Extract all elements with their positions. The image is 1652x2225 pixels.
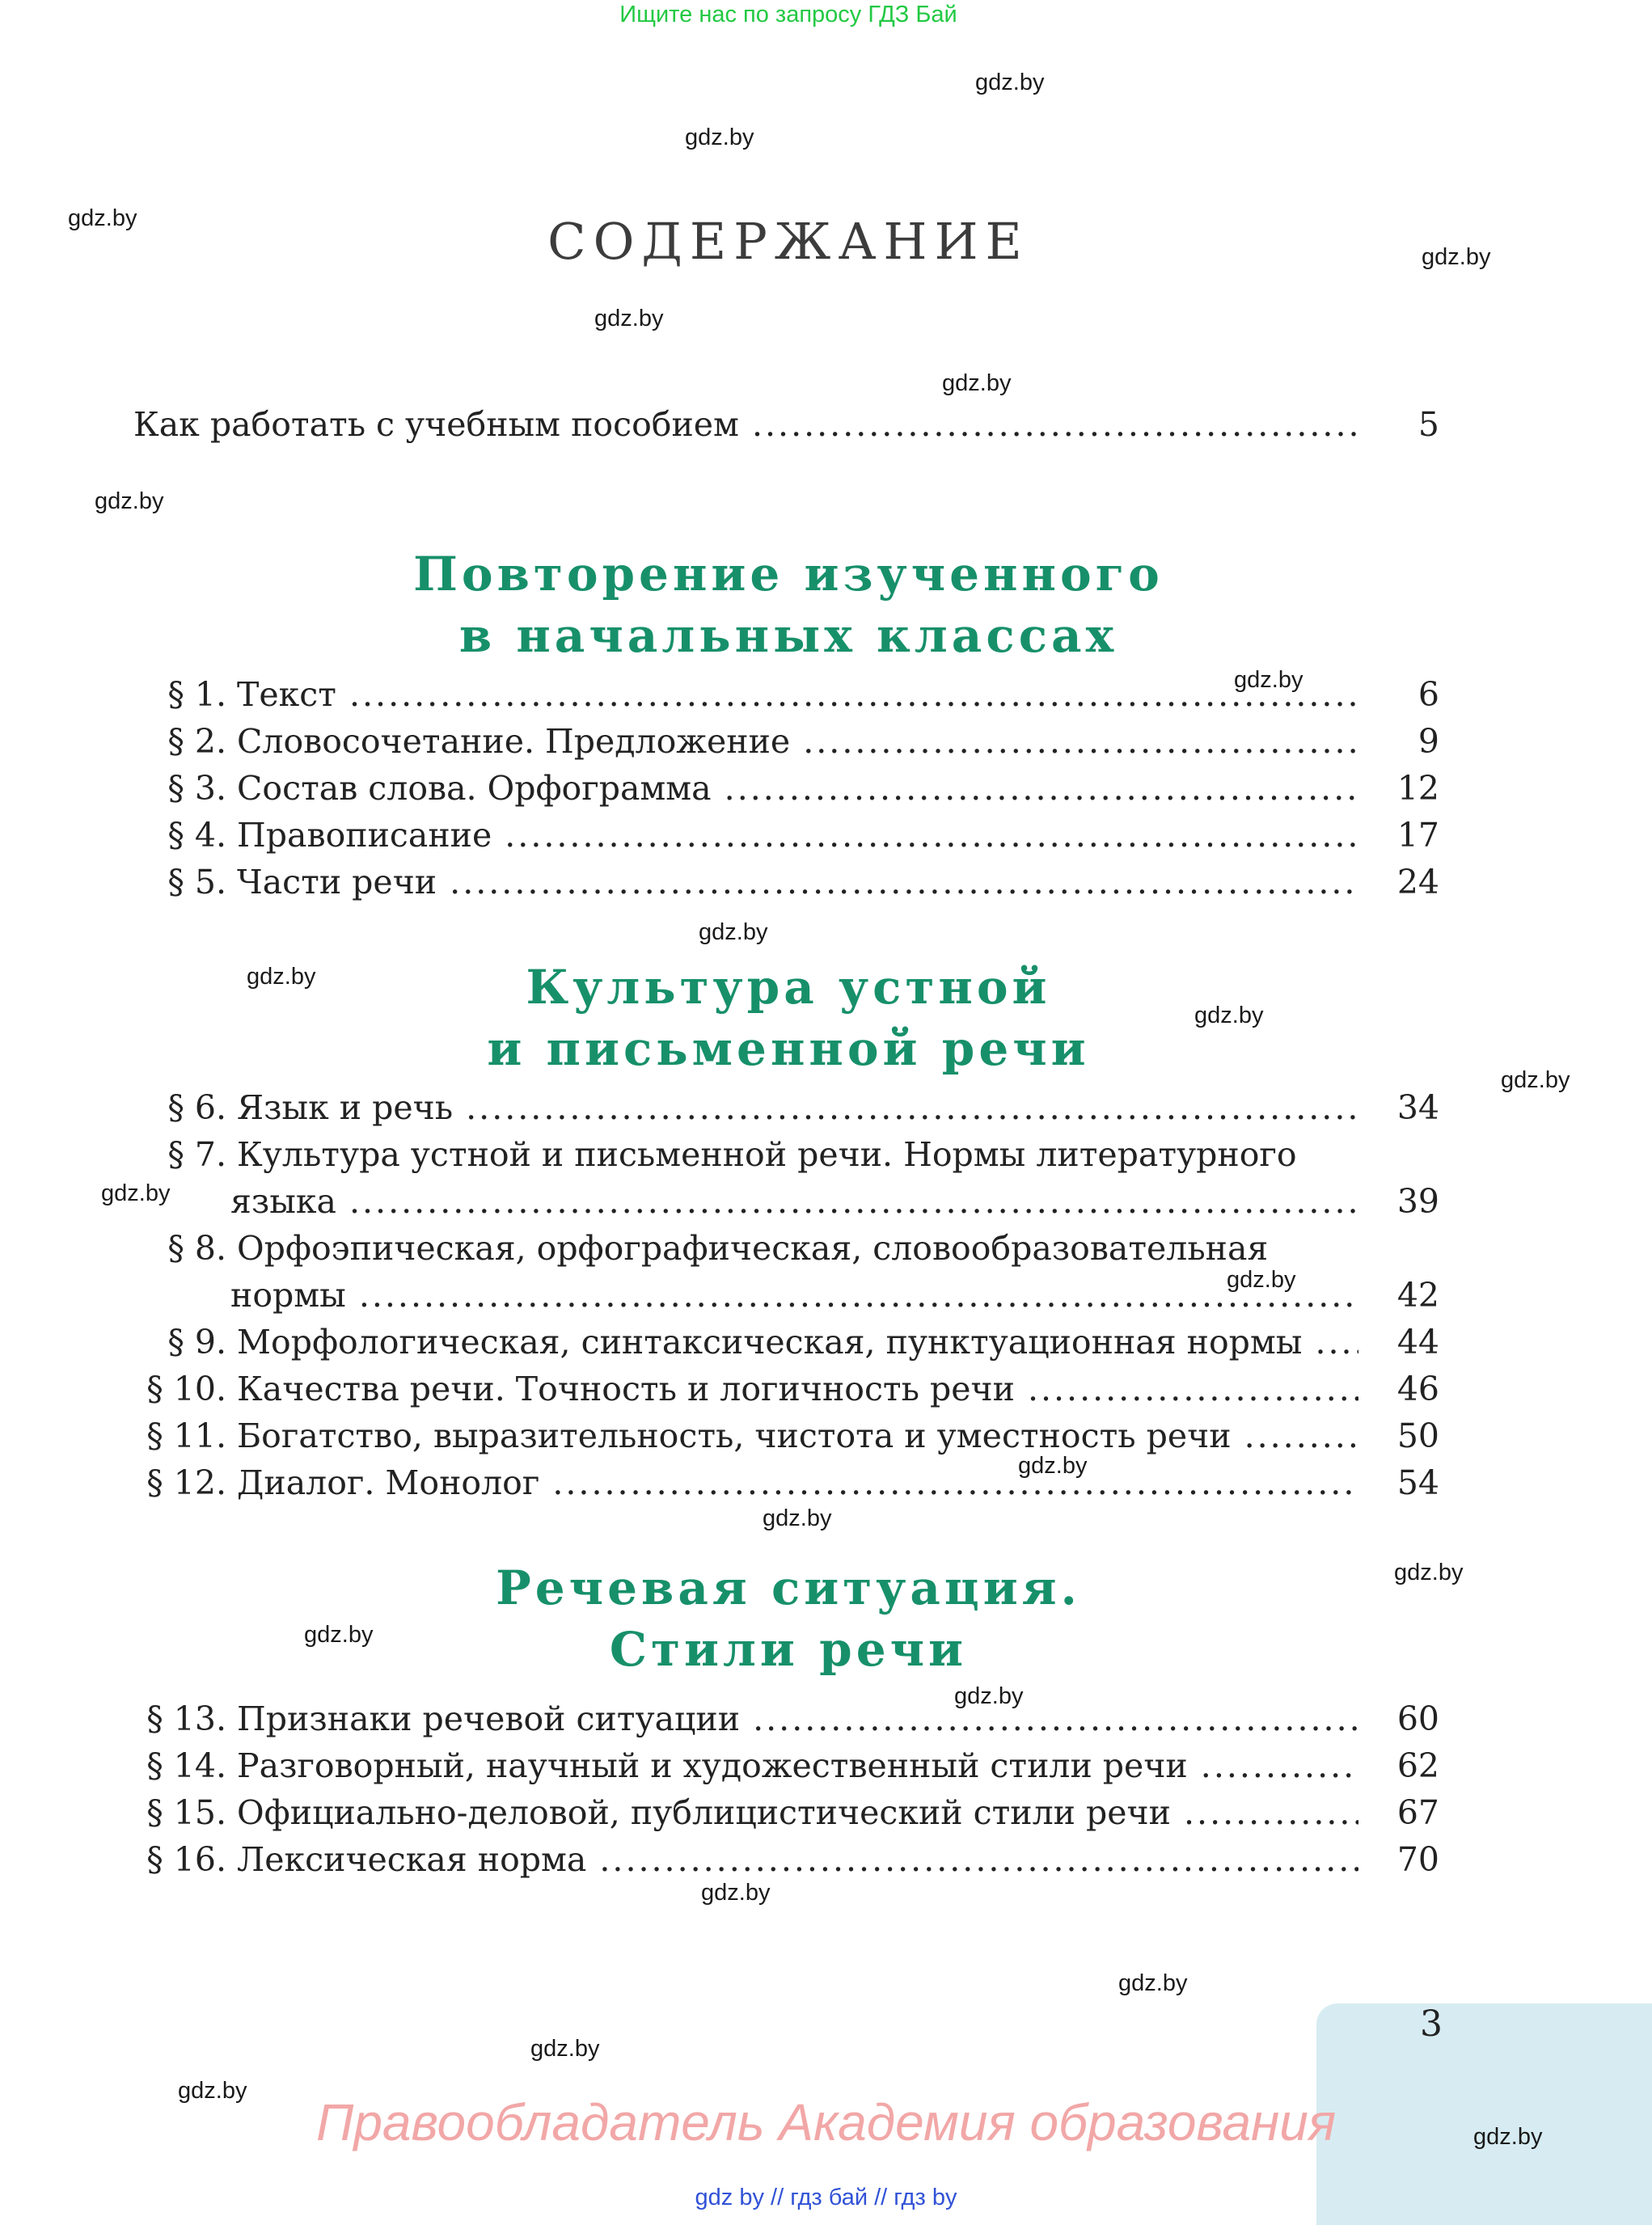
toc-entry-page: 67	[1396, 1793, 1439, 1832]
toc-entry[interactable]	[133, 1084, 1439, 1131]
watermark: gdz.by	[1194, 1003, 1264, 1028]
section-heading-line: в начальных классах	[458, 608, 1118, 663]
toc-entry[interactable]	[133, 1789, 1439, 1836]
toc-entry-label: нормы .....	[230, 1272, 1358, 1319]
toc-entry-number: § 14.	[146, 1746, 226, 1785]
watermark: gdz.by	[699, 919, 768, 945]
toc-entry-number: § 13.	[146, 1699, 226, 1738]
toc-entry-page: 54	[1396, 1463, 1439, 1502]
toc-entry-label: Качества речи. Точность и логичность речи	[237, 1370, 1015, 1408]
section-heading-line: Повторение изученного	[413, 547, 1164, 602]
toc-entry-label: Части речи	[237, 863, 437, 901]
toc-entry[interactable]	[133, 1836, 1439, 1883]
toc-entry[interactable]	[133, 765, 1439, 812]
toc-entry[interactable]	[133, 1366, 1439, 1412]
section-heading-1	[0, 543, 1577, 666]
watermark: gdz.by	[701, 1880, 771, 1906]
watermark: gdz.by	[942, 370, 1012, 396]
toc-entry[interactable]	[133, 1742, 1439, 1789]
section-heading-line: Речевая ситуация.	[496, 1560, 1081, 1615]
watermark: gdz.by	[1227, 1267, 1296, 1293]
toc-entry-page: 5	[1418, 405, 1439, 444]
toc-entry[interactable]	[133, 1225, 1439, 1272]
toc-entry-label: Культура устной и письменной речи. Нормы литературного	[237, 1135, 1297, 1174]
toc-entry-number: § 11.	[146, 1416, 226, 1455]
watermark: gdz.by	[95, 488, 164, 514]
toc-entry-label: Язык и речь	[237, 1088, 454, 1127]
toc-entry-number: § 8.	[167, 1229, 226, 1268]
toc-entry-page: 50	[1396, 1416, 1439, 1455]
toc-entry-label: Диалог. Монолог	[237, 1463, 540, 1502]
section-heading-line: Культура устной	[526, 960, 1051, 1015]
page-title: СОДЕРЖАНИЕ	[547, 212, 1029, 271]
watermark: gdz.by	[247, 964, 316, 990]
toc-entry-label: Правописание	[237, 816, 492, 855]
toc-entry-page: 12	[1396, 769, 1439, 808]
section-heading-line: Стили речи	[609, 1622, 968, 1677]
watermark: gdz.by	[1394, 1560, 1464, 1585]
toc-entry-label: Как работать с учебным пособием .....	[133, 401, 1358, 448]
toc-entry[interactable]	[133, 1131, 1439, 1178]
footer-links[interactable]: gdz by // гдз бай // гдз by	[695, 2185, 957, 2210]
toc-entry-label: Разговорный, научный и художественный стили речи	[237, 1746, 1188, 1785]
toc-entry[interactable]	[133, 1319, 1439, 1366]
toc-entry-page: 46	[1396, 1370, 1439, 1408]
toc-entry-page: 44	[1396, 1323, 1439, 1362]
toc-entry-page: 70	[1396, 1840, 1439, 1879]
toc-entry-number: § 5.	[167, 863, 226, 901]
toc-entry-page: 9	[1418, 722, 1439, 761]
watermark: gdz.by	[1422, 244, 1491, 270]
toc-entry[interactable]	[133, 1459, 1439, 1506]
toc-entry[interactable]	[133, 859, 1439, 906]
watermark: gdz.by	[1473, 2124, 1543, 2150]
toc-entry-page: 62	[1396, 1746, 1439, 1785]
page-number: 3	[1420, 2003, 1443, 2045]
watermark: gdz.by	[1234, 667, 1303, 693]
toc-entry-label: Признаки речевой ситуации	[237, 1699, 741, 1738]
toc-entry-number: § 2.	[167, 722, 226, 761]
toc-entry-number: § 10.	[146, 1370, 226, 1408]
toc-entry-page: 42	[1396, 1276, 1439, 1315]
toc-entry-label: Словосочетание. Предложение	[237, 722, 791, 761]
toc-entry-label: Морфологическая, синтаксическая, пунктуационная нормы	[237, 1323, 1303, 1362]
watermark: gdz.by	[594, 306, 664, 331]
toc-entry-number: § 3.	[167, 769, 226, 808]
toc-entry-number: § 12.	[146, 1463, 226, 1502]
watermark: gdz.by	[954, 1683, 1024, 1709]
toc-entry-label: Текст	[237, 675, 336, 714]
toc-entry-label: языка .....	[230, 1178, 1358, 1225]
toc-entry-page: 39	[1396, 1182, 1439, 1221]
toc-entry-number: § 7.	[167, 1135, 226, 1174]
watermark: gdz.by	[1018, 1453, 1088, 1479]
toc-entry-number: § 16.	[146, 1840, 226, 1879]
section-heading-3	[0, 1557, 1577, 1680]
watermark: gdz.by	[304, 1622, 374, 1648]
watermark: gdz.by	[530, 2036, 600, 2062]
toc-entry-label: Лексическая норма	[237, 1840, 587, 1879]
toc-entry-number: § 1.	[167, 675, 226, 714]
watermark: gdz.by	[1118, 1970, 1188, 1996]
toc-entry-continuation[interactable]	[230, 1178, 1439, 1225]
toc-entry-number: § 15.	[146, 1793, 226, 1832]
watermark: gdz.by	[1501, 1067, 1570, 1093]
rights-notice: Правообладатель Академия образования	[315, 2093, 1337, 2151]
search-hint: Ищите нас по запросу ГДЗ Бай	[619, 2, 957, 27]
toc-entry-label: Орфоэпическая, орфографическая, словообразовательная	[237, 1229, 1269, 1268]
watermark: gdz.by	[763, 1505, 832, 1531]
toc-entry-number: § 4.	[167, 816, 226, 855]
toc-entry[interactable]	[133, 1412, 1439, 1459]
toc-entry-label: Официально-деловой, публицистический стили речи	[237, 1793, 1171, 1832]
toc-entry-page: 34	[1396, 1088, 1439, 1127]
toc-entry[interactable]	[133, 812, 1439, 859]
toc-entry[interactable]	[133, 1695, 1439, 1742]
toc-entry-number: § 6.	[167, 1088, 226, 1127]
toc-entry-page: 17	[1396, 816, 1439, 855]
watermark: gdz.by	[101, 1180, 171, 1206]
watermark: gdz.by	[975, 70, 1045, 95]
toc-entry-page: 6	[1418, 675, 1439, 714]
watermark: gdz.by	[685, 125, 754, 150]
watermark: gdz.by	[178, 2078, 247, 2104]
watermark: gdz.by	[68, 205, 137, 231]
toc-entry-intro[interactable]	[133, 401, 1439, 448]
section-heading-line: и письменной речи	[487, 1021, 1090, 1076]
toc-entry-label: Состав слова. Орфограмма	[237, 769, 712, 808]
toc-entry-page: 24	[1396, 863, 1439, 901]
toc-entry-number: § 9.	[167, 1323, 226, 1362]
toc-entry-page: 60	[1396, 1699, 1439, 1738]
section-heading-2	[0, 956, 1577, 1079]
toc-entry[interactable]	[133, 718, 1439, 765]
toc-entry-label: Богатство, выразительность, чистота и уместность речи	[237, 1416, 1232, 1455]
